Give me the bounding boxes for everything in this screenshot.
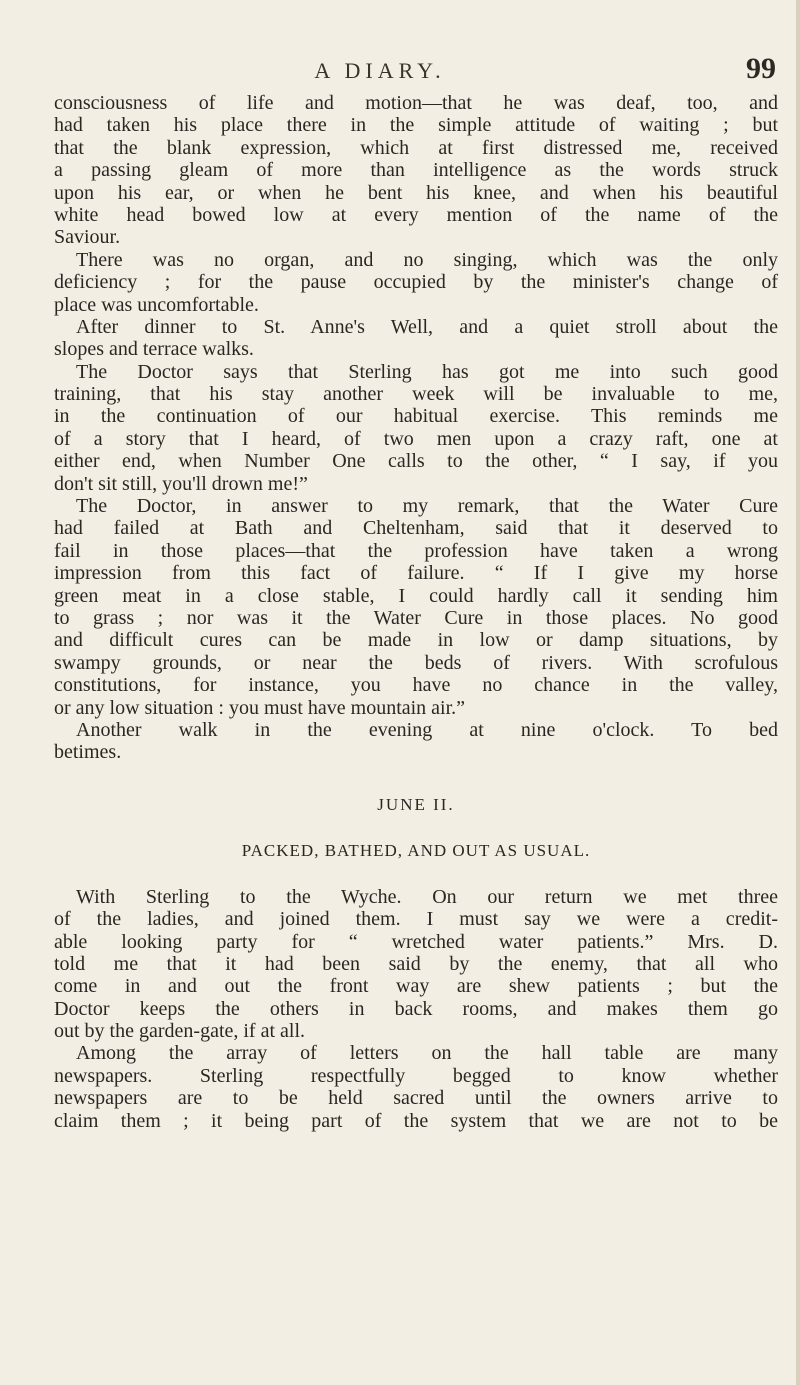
spacer [54,764,778,794]
paragraph-continuation [54,1065,778,1132]
text-line: Doctor keeps the others in back rooms, and makes them go [54,997,778,1020]
text-line: and difficult cures can be made in low or damp situations, by [54,629,778,652]
text-line: The Doctor says that Sterling has got me into such good [76,360,778,383]
text-line: fail in those places—that the profession have taken a wrong [54,539,778,562]
page-number: 99 [746,52,776,85]
text-line: Another walk in the evening at nine o'clock. To bed [76,718,778,741]
text-line: don't sit still, you'll drown me!” [54,472,308,495]
paragraph [54,361,778,383]
text-line: slopes and terrace walks. [54,338,254,361]
text-line: Saviour. [54,226,121,249]
entry-title: PACKED, BATHED, AND OUT AS USUAL. [241,840,591,860]
paragraph [54,316,778,338]
paragraph-continuation [54,383,778,495]
text-line: impression from this fact of failure. “ If I give my horse [54,562,778,585]
text-line: newspapers. Sterling respectfully begged to know whether [54,1064,778,1087]
text-line: green meat in a close stable, I could hardly call it sending him [54,584,778,607]
paragraph-continuation [54,271,778,316]
text-line: to grass ; nor was it the Water Cure in those places. No good [54,606,778,629]
paragraph [54,719,778,741]
paragraph [54,1042,778,1064]
paragraph-continuation [54,338,778,360]
body-text [54,92,778,1132]
text-line: white head bowed low at every mention of the name of the [54,203,778,226]
text-line: constitutions, for instance, you have no chance in the valley, [54,674,778,697]
paragraph [54,495,778,517]
text-line: had failed at Bath and Cheltenham, said that it deserved to [54,517,778,540]
running-head [0,52,800,92]
entry-date: JUNE II. [377,794,455,814]
text-line: told me that it had been said by the enemy, that all who [54,952,778,975]
text-line: After dinner to St. Anne's Well, and a quiet stroll about the [76,315,778,338]
text-line: out by the garden-gate, if at all. [54,1020,306,1043]
text-line: With Sterling to the Wyche. On our return we met three [76,885,778,908]
spacer [54,816,778,840]
paragraph-continuation [54,517,778,719]
text-line: newspapers are to be held sacred until the owners arrive to [54,1087,778,1110]
text-line: that the blank expression, which at first distressed me, received [54,136,778,159]
text-line: of a story that I heard, of two men upon a crazy raft, one at [54,427,778,450]
text-line: claim them ; it being part of the system that we are not to be [54,1109,778,1132]
text-line: consciousness of life and motion—that he was deaf, too, and [54,92,778,114]
text-line: able looking party for “ wretched water patients.” Mrs. D. [54,930,778,953]
text-line: or any low situation : you must have mountain air.” [54,696,466,719]
text-line: swampy grounds, or near the beds of rivers. With scrofulous [54,651,778,674]
paragraph [54,249,778,271]
text-line: The Doctor, in answer to my remark, that the Water Cure [76,495,778,518]
text-line: a passing gleam of more than intelligence as the words struck [54,159,778,182]
page-edge [796,0,800,1385]
paragraph [54,886,778,908]
text-line: had taken his place there in the simple attitude of waiting ; but [54,114,778,137]
text-line: deficiency ; for the pause occupied by the minister's change of [54,271,778,294]
text-line: betimes. [54,741,122,764]
paragraph [54,92,778,249]
spacer [54,862,778,886]
paragraph-continuation [54,908,778,1042]
text-line: place was uncomfortable. [54,293,259,316]
paragraph-continuation [54,741,778,763]
text-line: There was no organ, and no singing, which was the only [76,248,778,271]
text-line: of the ladies, and joined them. I must say we were a credit- [54,908,778,931]
text-line: either end, when Number One calls to the other, “ I say, if you [54,450,778,473]
running-title: A DIARY. [314,58,446,83]
text-line: in the continuation of our habitual exercise. This reminds me [54,405,778,428]
text-line: come in and out the front way are shew patients ; but the [54,975,778,998]
text-line: training, that his stay another week will be invaluable to me, [54,383,778,406]
text-line: upon his ear, or when he bent his knee, and when his beautiful [54,181,778,204]
text-line: Among the array of letters on the hall table are many [76,1042,778,1065]
